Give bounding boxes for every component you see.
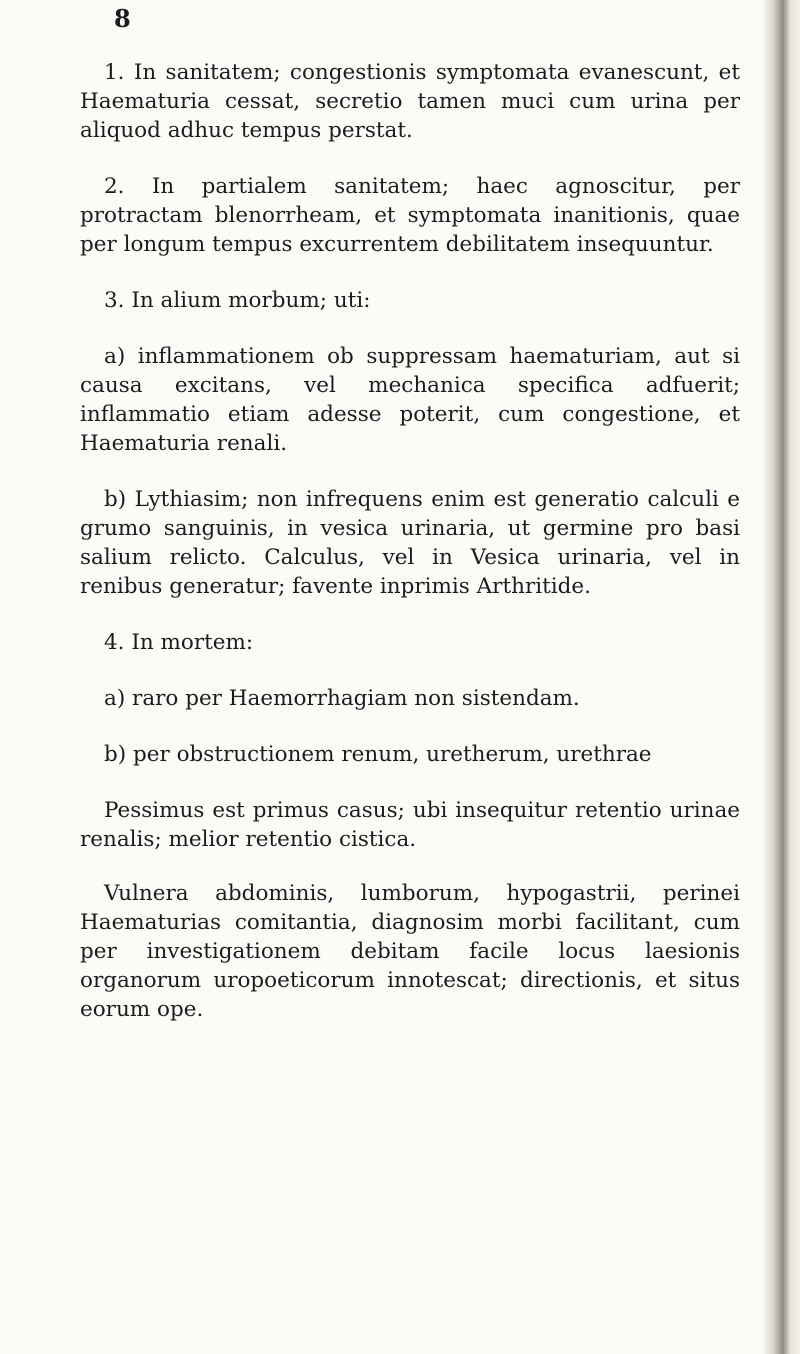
paragraph-4b: b) per obstructionem renum, uretherum, urethrae bbox=[104, 742, 652, 767]
paragraph-5: Pessimus est primus casus; ubi insequitur retentio urinae renalis; melior retentio cistica. bbox=[80, 798, 740, 852]
text-body bbox=[80, 58, 740, 1024]
paragraph-3: 3. In alium morbum; uti: bbox=[104, 288, 371, 313]
paragraph-3b: b) Lythiasim; non infrequens enim est generatio calculi e grumo sanguinis, in vesica urinaria, ut germine pro basi salium relicto. Calculus, vel in Vesica urinaria, vel in renibus generatur; favente inprimis Arthritide. bbox=[80, 487, 740, 599]
paragraph-4: 4. In mortem: bbox=[104, 630, 254, 655]
page-number: 8 bbox=[114, 4, 131, 33]
paragraph-4a: a) raro per Haemorrhagiam non sistendam. bbox=[104, 686, 580, 711]
paragraph-1: 1. In sanitatem; congestionis symptomata evanescunt, et Haematuria cessat, secretio tamen muci cum urina per aliquod adhuc tempus perstat. bbox=[80, 60, 740, 143]
page-edge-shadow bbox=[762, 0, 800, 1354]
paragraph-2: 2. In partialem sanitatem; haec agnoscitur, per protractam blenorrheam, et symptomata inanitionis, quae per longum tempus excurrentem debilitatem insequuntur. bbox=[80, 174, 740, 257]
paragraph-6: Vulnera abdominis, lumborum, hypogastrii, perinei Haematurias comitantia, diagnosim morbi facilitant, cum per investigationem debitam facile locus laesionis organorum uropoeticorum innotescat; directionis, et situs eorum ope. bbox=[80, 881, 740, 1022]
paragraph-3a: a) inflammationem ob suppressam haematuriam, aut si causa excitans, vel mechanica specifica adfuerit; inflammatio etiam adesse poterit, cum congestione, et Haematuria renali. bbox=[80, 344, 740, 456]
